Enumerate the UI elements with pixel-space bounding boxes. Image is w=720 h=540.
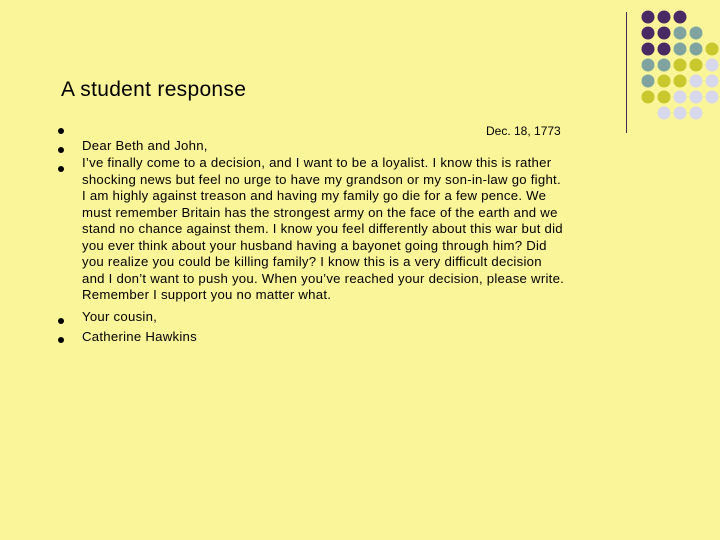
decorative-dot-grid xyxy=(0,0,720,130)
decorative-dot xyxy=(674,59,687,72)
decorative-dot xyxy=(690,75,703,88)
letter-body-line: I am highly against treason and having my family go die for a few pence. We xyxy=(82,188,547,203)
bullet-dot xyxy=(58,128,64,134)
letter-body-line: shocking news but feel no urge to have my grandson or my son-in-law go fight. xyxy=(82,171,561,187)
decorative-dot xyxy=(658,59,671,72)
bullet-dot xyxy=(58,166,64,172)
slide-title: A student response xyxy=(61,78,247,101)
letter-body-line: you ever think about your husband having a bayonet going through him? Did xyxy=(82,237,547,253)
decorative-dot xyxy=(690,43,703,56)
decorative-dot xyxy=(674,91,687,104)
decorative-dot xyxy=(642,27,655,40)
letter-closing: Your cousin, xyxy=(82,309,158,324)
decorative-dot xyxy=(658,43,671,56)
decorative-dot xyxy=(642,11,655,24)
decorative-dot xyxy=(674,75,687,88)
letter-body-line: I’ve finally come to a decision, and I want to be a loyalist. I know this is rather xyxy=(82,155,552,170)
decorative-dot xyxy=(674,27,687,40)
decorative-dot xyxy=(690,59,703,72)
decorative-dot xyxy=(690,27,703,40)
letter-salutation: Dear Beth and John, xyxy=(82,138,208,153)
letter-body-line: must remember Britain has the strongest army on the face of the earth and we xyxy=(82,204,558,220)
decorative-vertical-line xyxy=(626,12,627,133)
letter-body-line: you realize you could be killing family? I know this is a very difficult decision xyxy=(82,254,542,269)
decorative-dot xyxy=(658,11,671,24)
decorative-dot xyxy=(658,27,671,40)
decorative-dot xyxy=(642,43,655,56)
letter-body-line: stand no chance against them. I know you feel differently about this war but did xyxy=(82,221,563,236)
decorative-dot xyxy=(690,107,703,120)
decorative-dot xyxy=(706,75,719,88)
decorative-dot xyxy=(658,75,671,88)
letter-signature: Catherine Hawkins xyxy=(82,329,197,344)
decorative-dot xyxy=(658,91,671,104)
bullet-dot xyxy=(58,147,64,153)
bullet-dot xyxy=(58,337,64,343)
decorative-dot xyxy=(642,75,655,88)
bullet-dot xyxy=(58,318,64,324)
decorative-dot xyxy=(658,107,671,120)
decorative-dot xyxy=(706,59,719,72)
letter-body-line: Remember I support you no matter what. xyxy=(82,287,332,302)
decorative-dot xyxy=(674,107,687,120)
decorative-dot xyxy=(642,91,655,104)
decorative-dot xyxy=(706,91,719,104)
decorative-dot xyxy=(674,43,687,56)
decorative-dot xyxy=(642,59,655,72)
decorative-dot xyxy=(674,11,687,24)
letter-date: Dec. 18, 1773 xyxy=(486,124,561,138)
letter-body-line: and I don’t want to push you. When you’ve reached your decision, please write. xyxy=(82,270,565,286)
decorative-dot xyxy=(690,91,703,104)
decorative-dot xyxy=(706,43,719,56)
